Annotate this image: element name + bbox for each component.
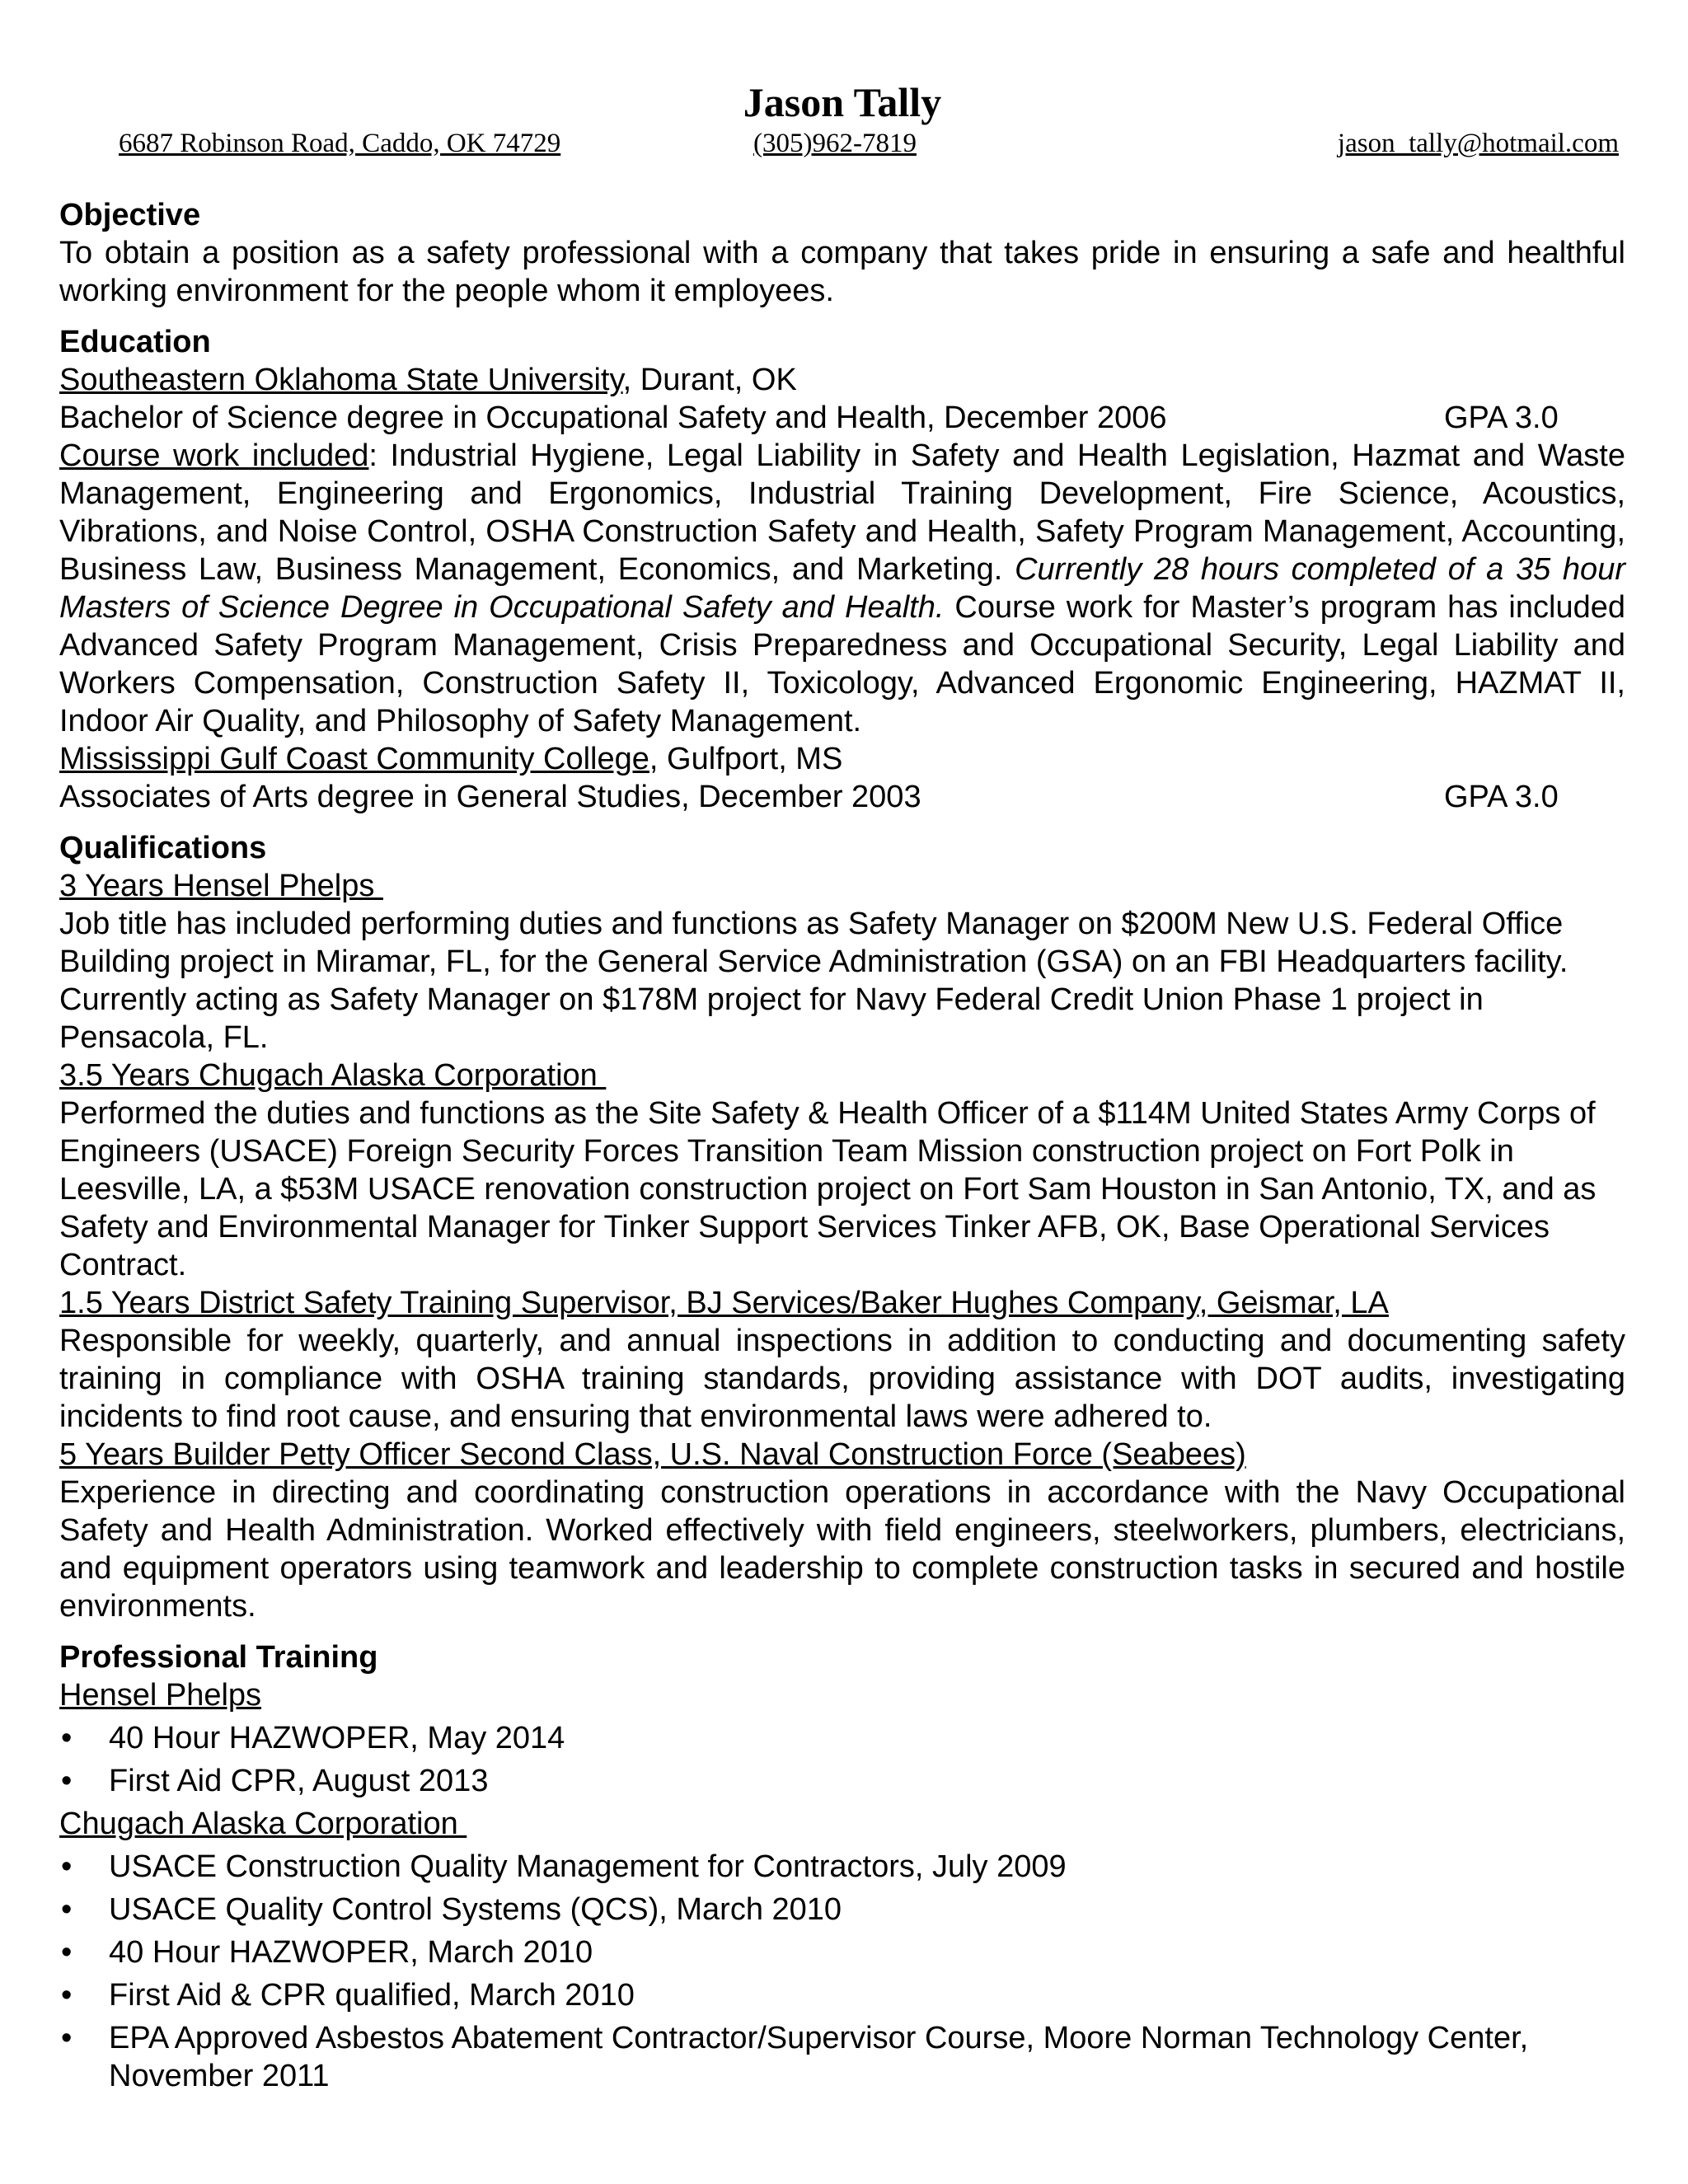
coursework-paragraph — [59, 437, 1625, 740]
qualification-title: 1.5 Years District Safety Training Supervisor, BJ Services/Baker Hughes Company, Geismar, LA — [59, 1286, 1389, 1320]
education-section — [59, 323, 1625, 816]
coursework-label: Course work included — [59, 438, 369, 473]
bullet-icon: • — [61, 1721, 73, 1755]
email-link[interactable]: jason_tally@hotmail.com — [1337, 129, 1619, 158]
training-list — [59, 1719, 1625, 1800]
qualifications-section — [59, 829, 1625, 1625]
training-item-text: EPA Approved Asbestos Abatement Contractor/Supervisor Course, Moore Norman Technology Center, November 2011 — [109, 2021, 1529, 2093]
qualification-title: 3.5 Years Chugach Alaska Corporation — [59, 1058, 607, 1093]
school-1-location: , Durant, OK — [622, 363, 797, 397]
degree-1-row — [59, 399, 1625, 437]
bullet-icon: • — [61, 1849, 73, 1884]
education-heading: Education — [59, 325, 211, 359]
qualification-title: 5 Years Builder Petty Officer Second Class, U.S. Naval Construction Force (Seabees) — [59, 1437, 1246, 1472]
masters-status: Currently 28 hours completed of a 35 hour Masters of Science Degree in Occupational Safety and Health. — [59, 552, 1625, 625]
training-heading: Professional Training — [59, 1640, 378, 1675]
qualification-text: Job title has included performing duties and functions as Safety Manager on $200M New U.S. Federal Office Building project in Miramar, FL, for the General Service Administration (GSA) on an FBI Headquarters facility. Currently acting as Safety Manager on $178M project for Navy Federal Credit Union Phase 1 project in Pensacola, FL. — [59, 907, 1568, 1055]
qualification-text: Experience in directing and coordinating construction operations in accordance with the Navy Occupational Safety and Health Administration. Worked effectively with field engineers, steelworkers, plumbers, electricians, and equipment operators using teamwork and leadership to complete construction tasks in secured and hostile environments. — [59, 1475, 1625, 1624]
training-item-text: First Aid & CPR qualified, March 2010 — [109, 1978, 635, 2013]
school-1-name: Southeastern Oklahoma State University — [59, 363, 623, 397]
bullet-icon: • — [61, 1935, 73, 1970]
list-item — [59, 1891, 1625, 1929]
school-2-location: , Gulfport, MS — [649, 742, 843, 776]
candidate-name: Jason Tally — [743, 79, 942, 125]
training-item-text: USACE Quality Control Systems (QCS), March 2010 — [109, 1892, 842, 1927]
contact-line — [119, 127, 1619, 160]
address: 6687 Robinson Road, Caddo, OK 74729 — [119, 129, 561, 158]
training-item-text: 40 Hour HAZWOPER, March 2010 — [109, 1935, 593, 1970]
training-employer: Chugach Alaska Corporation — [59, 1807, 467, 1841]
objective-section — [59, 196, 1625, 310]
list-item — [59, 1933, 1625, 1971]
degree-1: Bachelor of Science degree in Occupational Safety and Health, December 2006 — [59, 401, 1167, 435]
degree-2: Associates of Arts degree in General Studies, December 2003 — [59, 780, 921, 814]
list-item — [59, 1762, 1625, 1800]
gpa-2: GPA 3.0 — [1444, 780, 1559, 814]
training-employer: Hensel Phelps — [59, 1678, 262, 1713]
qualifications-heading: Qualifications — [59, 831, 267, 865]
coursework-text: : Industrial Hygiene, Legal Liability in Safety and Health Legislation, Hazmat and Waste Management, Engineering and Ergonomics, Industrial Training Development, Fire Science, Acoustics, Vibrations, and Noise Control, OSHA Construction Safety and Health, Safety Program Management, Accounting, Business Law, Business Management, Economics, and Marketing. — [59, 438, 1625, 587]
gpa-1: GPA 3.0 — [1444, 401, 1559, 435]
school-2-name: Mississippi Gulf Coast Community College — [59, 742, 649, 776]
school-1-line — [59, 361, 1625, 399]
objective-text: To obtain a position as a safety professional with a company that takes pride in ensuring a safe and healthful working environment for the people whom it employees. — [59, 236, 1625, 308]
qualification-text: Responsible for weekly, quarterly, and annual inspections in addition to conducting and documenting safety training in compliance with OSHA training standards, providing assistance with DOT audits, investigating incidents to find root cause, and ensuring that environmental laws were adhered to. — [59, 1324, 1625, 1434]
objective-heading: Objective — [59, 198, 201, 232]
masters-coursework: Course work for Master’s program has included Advanced Safety Program Management, Crisis Preparedness and Occupational Security, Legal Liability and Workers Compensation, Construction Safety II, Toxicology, Advanced Ergonomic Engineering, HAZMAT II, Indoor Air Quality, and Philosophy of Safety Management. — [59, 590, 1625, 738]
bullet-icon: • — [61, 1978, 73, 2013]
list-item — [59, 2019, 1625, 2095]
training-section — [59, 1638, 1625, 2095]
training-list — [59, 1848, 1625, 2095]
phone: (305)962-7819 — [753, 129, 917, 158]
resume-body — [59, 196, 1625, 2108]
training-item-text: USACE Construction Quality Management for Contractors, July 2009 — [109, 1849, 1067, 1884]
qualification-title: 3 Years Hensel Phelps — [59, 869, 383, 903]
list-item — [59, 1719, 1625, 1757]
training-item-text: 40 Hour HAZWOPER, May 2014 — [109, 1721, 565, 1755]
bullet-icon: • — [61, 1892, 73, 1927]
bullet-icon: • — [61, 1764, 73, 1798]
list-item — [59, 1976, 1625, 2014]
degree-2-row — [59, 778, 1625, 816]
school-2-line — [59, 740, 1625, 778]
qualification-text: Performed the duties and functions as the Site Safety & Health Officer of a $114M United States Army Corps of Engineers (USACE) Foreign Security Forces Transition Team Mission construction project on Fort Polk in Leesville, LA, a $53M USACE renovation construction project on Fort Sam Houston in San Antonio, TX, and as Safety and Environmental Manager for Tinker Support Services Tinker AFB, OK, Base Operational Services Contract. — [59, 1096, 1597, 1282]
list-item — [59, 1848, 1625, 1886]
training-item-text: First Aid CPR, August 2013 — [109, 1764, 489, 1798]
bullet-icon: • — [61, 2021, 73, 2055]
